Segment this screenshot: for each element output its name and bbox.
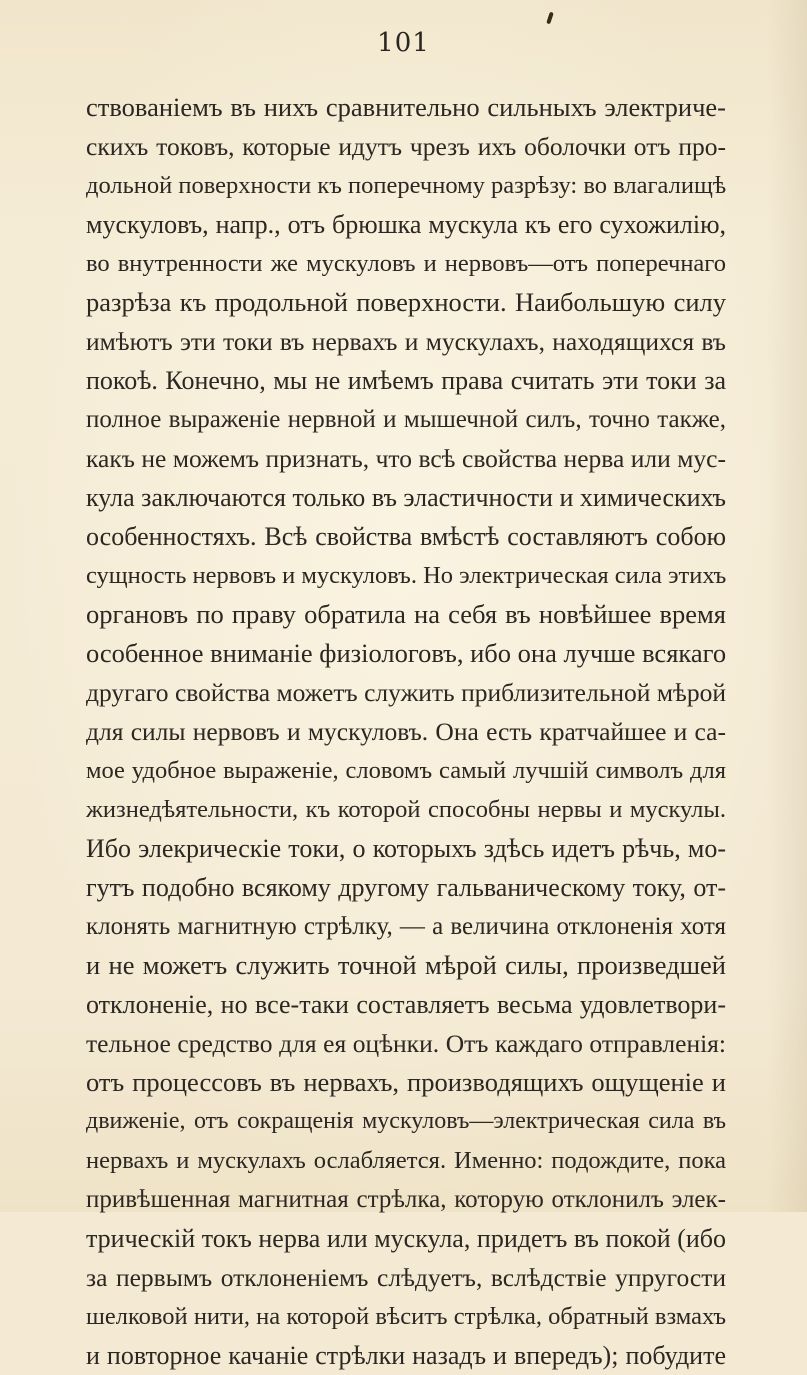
text-line: во внутренности же мускуловъ и нервовъ—отъ поперечнаго: [86, 250, 726, 277]
text-line: мое удобное выраженіе, словомъ самый лучшій символъ для: [86, 757, 726, 784]
text-line: дольной поверхности къ поперечному разрѣзу: во влагалищѣ: [86, 172, 726, 199]
text-line: гутъ подобно всякому другому гальваническому току, от-: [86, 873, 726, 902]
text-line: и не можетъ служить точной мѣрой силы, произведшей: [86, 950, 726, 980]
text-line: разрѣза къ продольной поверхности. Наибольшую силу: [86, 287, 726, 317]
ink-mark: [546, 12, 554, 25]
text-line: другаго свойства можетъ служить приблизительной мѣрой: [86, 678, 726, 707]
page-number: 101: [377, 28, 430, 58]
text-line: какъ не можемъ признать, что всѣ свойства нерва или мус-: [86, 444, 726, 473]
text-line: сущность нервовъ и мускуловъ. Но электрическая сила этихъ: [86, 562, 726, 589]
text-line: шелковой нити, на которой вѣситъ стрѣлка, обратный взмахъ: [86, 1303, 726, 1330]
text-line: жизнедѣятельности, къ которой способны нервы и мускулы.: [86, 796, 726, 823]
text-line: и повторное качаніе стрѣлки назадъ и впередъ); побудите: [86, 1341, 726, 1370]
text-line: трическій токъ нерва или мускула, придетъ въ покой (ибо: [86, 1224, 726, 1253]
text-line: покоѣ. Конечно, мы не имѣемъ права считать эти токи за: [86, 366, 726, 395]
text-line: отклоненіе, но все-таки составляетъ весьма удовлетвори-: [86, 990, 726, 1019]
text-line: мускуловъ, напр., отъ брюшка мускула къ его сухожилію,: [86, 210, 726, 239]
text-line: нервахъ и мускулахъ ослабляется. Именно: подождите, пока: [86, 1147, 726, 1174]
text-line: скихъ токовъ, которые идутъ чрезъ ихъ оболочки отъ про-: [86, 132, 726, 161]
text-line: для силы нервовъ и мускуловъ. Она есть кратчайшее и са-: [86, 717, 726, 746]
text-line: имѣютъ эти токи въ нервахъ и мускулахъ, находящихся въ: [86, 327, 726, 356]
text-line: особенностяхъ. Всѣ свойства вмѣстѣ составляютъ собою: [86, 522, 726, 551]
text-line: полное выраженіе нервной и мышечной силъ, точно также,: [86, 406, 726, 433]
text-line: Ибо элекрическіе токи, о которыхъ здѣсь идетъ рѣчь, мо-: [86, 834, 726, 863]
text-line: органовъ по праву обратила на себя въ новѣйшее время: [86, 599, 726, 629]
text-line: за первымъ отклоненіемъ слѣдуетъ, вслѣдствіе упругости: [86, 1263, 726, 1292]
text-line: особенное вниманіе физіологовъ, ибо она лучше всякаго: [86, 638, 726, 668]
text-line: тельное средство для ея оцѣнки. Отъ каждаго отправленія:: [86, 1029, 726, 1058]
text-line: кула заключаются только въ эластичности и химическихъ: [86, 483, 726, 512]
text-line: привѣшенная магнитная стрѣлка, которую отклонилъ элек-: [86, 1186, 726, 1213]
text-line: отъ процессовъ въ нервахъ, производящихъ ощущеніе и: [86, 1067, 726, 1097]
body-text: [86, 88, 726, 1375]
text-line: клонять магнитную стрѣлку, — а величина отклоненія хотя: [86, 913, 726, 940]
text-line: движеніе, отъ сокращенія мускуловъ—электрическая сила въ: [86, 1108, 726, 1134]
text-line: ствованіемъ въ нихъ сравнительно сильныхъ электриче-: [86, 92, 726, 122]
